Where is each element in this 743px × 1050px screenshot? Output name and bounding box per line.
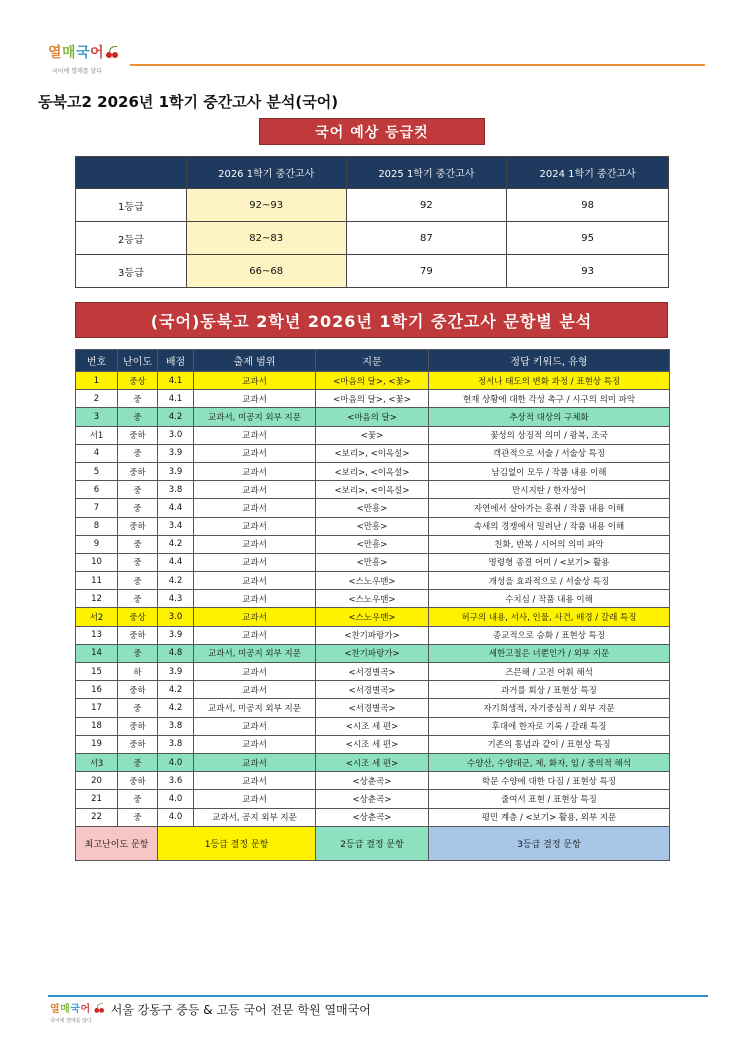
- question-passage: <마음의 달>, <꽃>: [316, 390, 429, 408]
- grade-table-row: [76, 255, 669, 288]
- footer-logo-char-3: 국: [70, 1004, 81, 1015]
- question-keyword: 즈믄해 / 고전 어휘 해석: [429, 663, 670, 681]
- question-number: 21: [76, 790, 118, 808]
- question-number: 20: [76, 772, 118, 790]
- question-passage: <만흥>: [316, 517, 429, 535]
- grade-cut-banner: 국어 예상 등급컷: [259, 118, 485, 145]
- question-difficulty: 중: [118, 590, 158, 608]
- question-keyword: 명령형 종결 어미 / <보기> 활용: [429, 553, 670, 571]
- grade-cut-cell: 66~68: [186, 255, 346, 288]
- question-difficulty: 중: [118, 390, 158, 408]
- question-passage: <만흥>: [316, 553, 429, 571]
- question-scope: 교과서: [194, 390, 316, 408]
- question-number: 15: [76, 663, 118, 681]
- grade-cut-cell: 82~83: [186, 222, 346, 255]
- question-table-header: 배점: [158, 350, 194, 372]
- question-passage: <마음의 달>: [316, 408, 429, 426]
- question-scope: 교과서: [194, 426, 316, 444]
- footer-text: 서울 강동구 중등 & 고등 국어 전문 학원 열매국어: [110, 1003, 371, 1017]
- grade-cut-cell: 95: [507, 222, 669, 255]
- question-scope: 교과서, 미공지 외부 지문: [194, 408, 316, 426]
- grade-cut-cell: 92~93: [186, 189, 346, 222]
- question-keyword: 학문 수양에 대한 다짐 / 표현상 특징: [429, 772, 670, 790]
- question-table-header: 지문: [316, 350, 429, 372]
- question-keyword: 종교적으로 승화 / 표현상 특징: [429, 626, 670, 644]
- question-passage: <보리>, <이옥설>: [316, 444, 429, 462]
- question-scope: 교과서: [194, 590, 316, 608]
- question-difficulty: 중: [118, 572, 158, 590]
- question-row: [76, 608, 670, 626]
- question-difficulty: 중: [118, 553, 158, 571]
- question-scope: 교과서: [194, 735, 316, 753]
- question-keyword: 개성을 효과적으로 / 서술상 특징: [429, 572, 670, 590]
- question-points: 4.2: [158, 572, 194, 590]
- grade-table-row: [76, 189, 669, 222]
- footer-logo-char-4: 어: [80, 1004, 91, 1015]
- grade-cut-cell: 98: [507, 189, 669, 222]
- header-rule: [130, 64, 705, 66]
- question-difficulty: 중하: [118, 626, 158, 644]
- question-row: [76, 372, 670, 390]
- logo-subtitle: 국어에 열매를 달다: [52, 68, 103, 75]
- question-row: [76, 462, 670, 480]
- grade-table-header: 2024 1학기 중간고사: [507, 157, 669, 189]
- question-scope: 교과서: [194, 481, 316, 499]
- question-scope: 교과서: [194, 772, 316, 790]
- grade-cut-cell: 92: [346, 189, 507, 222]
- question-points: 3.6: [158, 772, 194, 790]
- question-scope: 교과서, 미공지 외부 지문: [194, 699, 316, 717]
- footer-logo-subtitle: 국어에 열매를 달다: [50, 1018, 92, 1024]
- question-row: [76, 626, 670, 644]
- question-keyword: 허구의 내용, 서사, 인물, 사건, 배경 / 갈래 특징: [429, 608, 670, 626]
- question-points: 4.1: [158, 390, 194, 408]
- grade-cut-cell: 93: [507, 255, 669, 288]
- logo-char-2: 매: [62, 45, 77, 61]
- footer: [50, 1000, 371, 1024]
- question-table-header: 난이도: [118, 350, 158, 372]
- question-row: [76, 663, 670, 681]
- legend-hardest: 최고난이도 문항: [76, 826, 158, 860]
- question-difficulty: 중: [118, 444, 158, 462]
- question-passage: <스노우맨>: [316, 608, 429, 626]
- question-scope: 교과서: [194, 499, 316, 517]
- question-number: 18: [76, 717, 118, 735]
- question-analysis-banner: (국어)동북고 2학년 2026년 1학기 중간고사 문항별 분석: [75, 302, 668, 338]
- question-row: [76, 390, 670, 408]
- footer-logo: [50, 1000, 107, 1024]
- question-keyword: 자연에서 살아가는 흥취 / 작품 내용 이해: [429, 499, 670, 517]
- question-points: 3.8: [158, 717, 194, 735]
- question-keyword: 세한고절은 너뿐인가 / 외부 지문: [429, 644, 670, 662]
- footer-logo-char-2: 매: [60, 1004, 71, 1015]
- question-passage: <스노우맨>: [316, 572, 429, 590]
- grade-table-row: [76, 222, 669, 255]
- question-scope: 교과서: [194, 681, 316, 699]
- question-scope: 교과서, 공지 외부 지문: [194, 808, 316, 826]
- question-keyword: 남김없이 모두 / 작품 내용 이해: [429, 462, 670, 480]
- question-number: 5: [76, 462, 118, 480]
- question-difficulty: 하: [118, 663, 158, 681]
- logo-wordmark: [48, 42, 148, 62]
- legend-row: [76, 826, 670, 860]
- question-passage: <보리>, <이옥설>: [316, 481, 429, 499]
- question-difficulty: 중: [118, 499, 158, 517]
- question-scope: 교과서: [194, 717, 316, 735]
- question-points: 3.9: [158, 444, 194, 462]
- question-difficulty: 중상: [118, 608, 158, 626]
- question-passage: <서경별곡>: [316, 699, 429, 717]
- question-difficulty: 중하: [118, 735, 158, 753]
- footer-logo-char-1: 열: [50, 1004, 61, 1015]
- question-points: 4.0: [158, 790, 194, 808]
- legend-grade2: 2등급 결정 문항: [316, 826, 429, 860]
- question-passage: <만흥>: [316, 499, 429, 517]
- cherry-icon: [106, 46, 120, 58]
- question-scope: 교과서, 미공지 외부 지문: [194, 644, 316, 662]
- question-row: [76, 790, 670, 808]
- question-scope: 교과서: [194, 663, 316, 681]
- question-keyword: 꽃성의 상징적 의미 / 광복, 조국: [429, 426, 670, 444]
- grade-table-header-row: [76, 157, 669, 189]
- question-passage: <시조 세 편>: [316, 753, 429, 771]
- question-scope: 교과서: [194, 372, 316, 390]
- question-difficulty: 중: [118, 808, 158, 826]
- grade-cut-table: [75, 156, 669, 288]
- question-passage: <서경별곡>: [316, 663, 429, 681]
- question-scope: 교과서: [194, 753, 316, 771]
- question-row: [76, 753, 670, 771]
- question-points: 3.9: [158, 626, 194, 644]
- question-row: [76, 535, 670, 553]
- question-points: 3.9: [158, 462, 194, 480]
- question-points: 4.2: [158, 681, 194, 699]
- question-number: 8: [76, 517, 118, 535]
- question-keyword: 자기희생적, 자기중심적 / 외부 지문: [429, 699, 670, 717]
- question-scope: 교과서: [194, 572, 316, 590]
- question-points: 4.4: [158, 553, 194, 571]
- question-difficulty: 중하: [118, 517, 158, 535]
- question-scope: 교과서: [194, 626, 316, 644]
- question-number: 6: [76, 481, 118, 499]
- question-number: 9: [76, 535, 118, 553]
- question-row: [76, 426, 670, 444]
- page-title: 동북고2 2026년 1학기 중간고사 분석(국어): [38, 93, 339, 111]
- question-keyword: 수치심 / 작품 내용 이해: [429, 590, 670, 608]
- question-passage: <꽃>: [316, 426, 429, 444]
- question-difficulty: 중하: [118, 462, 158, 480]
- question-points: 4.1: [158, 372, 194, 390]
- question-row: [76, 735, 670, 753]
- question-row: [76, 699, 670, 717]
- question-analysis-table: [75, 349, 670, 861]
- footer-logo-wordmark: [50, 1000, 107, 1015]
- question-number: 17: [76, 699, 118, 717]
- question-difficulty: 중하: [118, 772, 158, 790]
- question-passage: <상춘곡>: [316, 772, 429, 790]
- question-number: 19: [76, 735, 118, 753]
- question-passage: <시조 세 편>: [316, 735, 429, 753]
- question-passage: <보리>, <이옥설>: [316, 462, 429, 480]
- question-points: 3.9: [158, 663, 194, 681]
- grade-table-header: 2025 1학기 중간고사: [346, 157, 507, 189]
- grade-label: 1등급: [76, 189, 187, 222]
- question-points: 3.4: [158, 517, 194, 535]
- question-number: 7: [76, 499, 118, 517]
- logo-char-1: 열: [48, 45, 63, 61]
- question-difficulty: 중: [118, 644, 158, 662]
- question-points: 4.0: [158, 753, 194, 771]
- question-row: [76, 444, 670, 462]
- question-table-header: 출제 범위: [194, 350, 316, 372]
- question-keyword: 정서나 태도의 변화 과정 / 표현상 특징: [429, 372, 670, 390]
- question-keyword: 줄여서 표현 / 표현상 특징: [429, 790, 670, 808]
- question-keyword: 친화, 반복 / 시어의 의미 파악: [429, 535, 670, 553]
- question-number: 2: [76, 390, 118, 408]
- logo-char-3: 국: [76, 45, 91, 61]
- question-number: 16: [76, 681, 118, 699]
- question-points: 4.0: [158, 808, 194, 826]
- question-row: [76, 590, 670, 608]
- grade-label: 3등급: [76, 255, 187, 288]
- question-row: [76, 553, 670, 571]
- question-passage: <서경별곡>: [316, 681, 429, 699]
- question-row: [76, 517, 670, 535]
- question-passage: <찬기파랑가>: [316, 644, 429, 662]
- question-passage: <시조 세 편>: [316, 717, 429, 735]
- question-number: 12: [76, 590, 118, 608]
- question-passage: <상춘곡>: [316, 808, 429, 826]
- question-number: 1: [76, 372, 118, 390]
- question-points: 4.2: [158, 535, 194, 553]
- question-number: 22: [76, 808, 118, 826]
- question-row: [76, 499, 670, 517]
- header-logo: [48, 42, 148, 78]
- question-row: [76, 572, 670, 590]
- question-number: 11: [76, 572, 118, 590]
- question-points: 4.2: [158, 699, 194, 717]
- question-keyword: 속세의 경쟁에서 밀려난 / 작품 내용 이해: [429, 517, 670, 535]
- question-table-header: 정답 키워드, 유형: [429, 350, 670, 372]
- question-difficulty: 중하: [118, 426, 158, 444]
- question-points: 4.2: [158, 408, 194, 426]
- question-difficulty: 중: [118, 699, 158, 717]
- question-row: [76, 772, 670, 790]
- question-scope: 교과서: [194, 608, 316, 626]
- question-difficulty: 중: [118, 753, 158, 771]
- question-row: [76, 808, 670, 826]
- grade-label: 2등급: [76, 222, 187, 255]
- question-points: 4.3: [158, 590, 194, 608]
- question-scope: 교과서: [194, 790, 316, 808]
- question-difficulty: 중: [118, 535, 158, 553]
- legend-grade1: 1등급 결정 문항: [158, 826, 316, 860]
- question-difficulty: 중: [118, 481, 158, 499]
- question-keyword: 평민 계층 / <보기> 활용, 외부 지문: [429, 808, 670, 826]
- footer-rule: [48, 995, 708, 997]
- question-number: 서1: [76, 426, 118, 444]
- question-difficulty: 중하: [118, 717, 158, 735]
- grade-table-header: 2026 1학기 중간고사: [186, 157, 346, 189]
- question-keyword: 과거를 회상 / 표현상 특징: [429, 681, 670, 699]
- question-row: [76, 681, 670, 699]
- question-points: 3.8: [158, 481, 194, 499]
- question-difficulty: 중상: [118, 372, 158, 390]
- question-keyword: 추상적 대상의 구체화: [429, 408, 670, 426]
- question-passage: <찬기파랑가>: [316, 626, 429, 644]
- question-points: 4.4: [158, 499, 194, 517]
- question-points: 3.0: [158, 608, 194, 626]
- question-row: [76, 408, 670, 426]
- question-keyword: 현재 상황에 대한 각성 촉구 / 시구의 의미 파악: [429, 390, 670, 408]
- question-scope: 교과서: [194, 535, 316, 553]
- question-keyword: 후대에 한자로 기록 / 갈래 특징: [429, 717, 670, 735]
- question-row: [76, 717, 670, 735]
- question-scope: 교과서: [194, 553, 316, 571]
- question-difficulty: 중: [118, 408, 158, 426]
- question-passage: <마음의 달>, <꽃>: [316, 372, 429, 390]
- question-keyword: 만시지탄 / 한자성어: [429, 481, 670, 499]
- question-number: 13: [76, 626, 118, 644]
- question-row: [76, 481, 670, 499]
- question-points: 3.0: [158, 426, 194, 444]
- question-passage: <스노우맨>: [316, 590, 429, 608]
- question-number: 4: [76, 444, 118, 462]
- logo-char-4: 어: [90, 45, 105, 61]
- legend-grade3: 3등급 결정 문항: [429, 826, 670, 860]
- question-number: 서2: [76, 608, 118, 626]
- cherry-icon: [94, 1003, 105, 1013]
- question-scope: 교과서: [194, 462, 316, 480]
- question-points: 4.8: [158, 644, 194, 662]
- question-points: 3.8: [158, 735, 194, 753]
- question-table-header: 번호: [76, 350, 118, 372]
- question-passage: <상춘곡>: [316, 790, 429, 808]
- question-scope: 교과서: [194, 444, 316, 462]
- question-difficulty: 중: [118, 790, 158, 808]
- question-keyword: 기존의 통념과 같이 / 표현상 특징: [429, 735, 670, 753]
- question-scope: 교과서: [194, 517, 316, 535]
- question-number: 10: [76, 553, 118, 571]
- question-number: 서3: [76, 753, 118, 771]
- question-passage: <만흥>: [316, 535, 429, 553]
- question-difficulty: 중하: [118, 681, 158, 699]
- question-keyword: 수양산, 수양대군, 제, 화자, 임 / 중의적 해석: [429, 753, 670, 771]
- question-keyword: 객관적으로 서술 / 서술상 특징: [429, 444, 670, 462]
- question-row: [76, 644, 670, 662]
- grade-cut-cell: 87: [346, 222, 507, 255]
- grade-cut-cell: 79: [346, 255, 507, 288]
- question-table-header-row: [76, 350, 670, 372]
- question-number: 3: [76, 408, 118, 426]
- grade-table-header: [76, 157, 187, 189]
- question-number: 14: [76, 644, 118, 662]
